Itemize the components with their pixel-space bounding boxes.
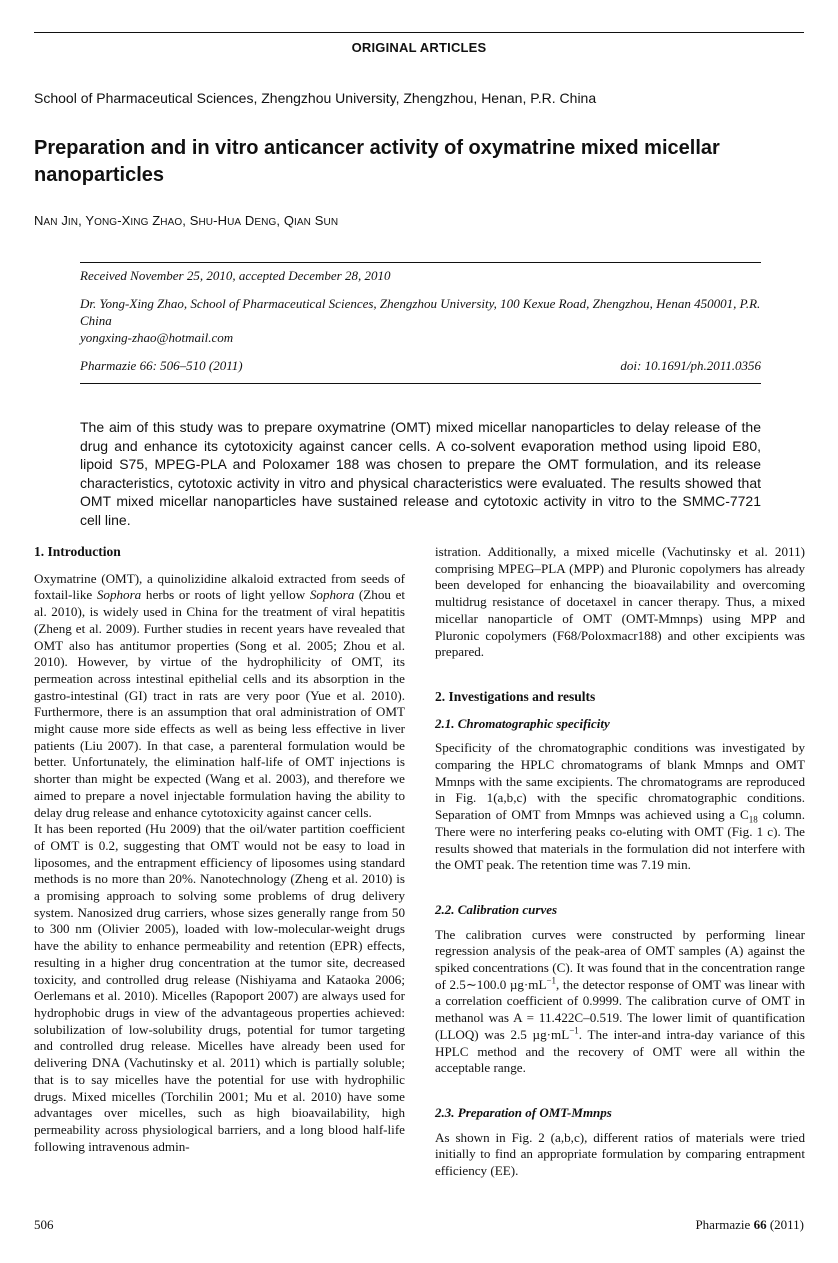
section-label: ORIGINAL ARTICLES bbox=[351, 40, 487, 55]
section-2-2-heading: 2.2. Calibration curves bbox=[435, 901, 558, 917]
author-3: SHU-HUA DENG bbox=[189, 213, 277, 228]
author-2: YONG-XING ZHAO bbox=[85, 213, 183, 228]
left-column bbox=[34, 544, 405, 1155]
author-1: NAN JIN bbox=[34, 213, 79, 228]
citation-line bbox=[80, 358, 761, 375]
introduction-heading: 1. Introduction bbox=[34, 544, 121, 559]
meta-top-rule bbox=[80, 262, 761, 263]
abstract: The aim of this study was to prepare oxymatrine (OMT) mixed micellar nanoparticles to delay release of the drug and enhance its cytotoxicity against cancer cells. A co-solvent evaporation method using lipoid E80, lipoid S75, MPEG-PLA and Poloxamer 188 was chosen to prepare the OMT formulation, and its release characteristics, cytotoxic activity in vitro and physical characteristics were evaluated. The results showed that OMT mixed micellar nanoparticles have sustained release and cytotoxic activity in vitro to the SMMC-7721 cell line. bbox=[80, 419, 761, 528]
top-rule bbox=[34, 32, 804, 33]
intro-paragraph-2-continued: istration. Additionally, a mixed micelle (Vachutinsky et al. 2011) comprising MPEG–PLA (MPP) and Pluronic copolymers has already been developed for enhancing the bioavailability and overcoming multidrug resistance of docetaxel in cancer therapy. Thus, a mixed micellar nanoparticle of OMT (OMT-Mmnps) using MPP and Pluronic copolymers (F68/Poloxmacr188) and other excipients was prepared. bbox=[435, 544, 805, 660]
intro-paragraph-1: Oxymatrine (OMT), a quinolizidine alkaloid extracted from seeds of foxtail-like Sophora herbs or roots of light yellow Sophora (Zhou et al. 2010), is widely used in China for the treatment of viral hepatitis (Zheng et al. 2009). Further studies in recent years have revealed that OMT also has antitumor properties (Song et al. 2005; Zhou et al. 2010). However, by virtue of the hydrophilicity of OMT, its permeation across intestinal epithelial cells and its absorption in the gastro-intestinal (GI) tract in rats are very poor (Yue et al. 2010). Furthermore, there is an assumption that oral administration of OMT might cause more side effects as well as being less effective in liver patients (Liu 2007). In that case, a parenteral formulation would be better. Unfortunately, the elimination half-life of OMT injections is shorter than might be expected (Wang et al. 2003), and therefore we aimed to prepare a novel injectable formulation having the ability to delay drug release and enhance cytotoxicity against cancer cells. bbox=[34, 570, 406, 820]
article-title: Preparation and in vitro anticancer activity of oxymatrine mixed micellar nanoparticles bbox=[34, 137, 720, 186]
doi-link[interactable]: doi: 10.1691/ph.2011.0356 bbox=[620, 358, 761, 373]
journal-reference: Pharmazie 66: 506–510 (2011) bbox=[80, 358, 243, 373]
right-column bbox=[435, 544, 805, 1180]
section-2-1-heading: 2.1. Chromatographic specificity bbox=[435, 715, 610, 731]
intro-paragraph-2: It has been reported (Hu 2009) that the oil/water partition coefficient of OMT is 0.2, suggesting that OMT would not be easy to load in liposomes, and the entrapment efficiency of liposomes using standard methods is no more than 20%. Nanotechnology (Zheng et al. 2010) is a promising approach to solving some problems of drug delivery system. Nanosized drug carriers, whose sizes generally range from 50 to 300 nm (Olivier 2005), loaded with low-molecular-weight drugs have the ability to enhance permeability and retention (EPR) effects, resulting in a higher drug concentration at the tumor site, decreased toxicity, and controlled drug release (Nishiyama and Kataoka 2006; Oerlemans et al. 2010). Micelles (Rapoport 2007) are always used for hydrophobic drugs in view of the advantageous properties achieved: solubilization of low-solubility drugs, potential for tumor targeting and controlled drug release. Micelles have already been used for delivering DNA (Vachutinsky et al. 2011) which is partially soluble; that is to say micelles have the potential for use with hydrophilic drugs. Mixed micelles (Torchilin 2001; Mu et al. 2010) have some advantages over micelles, such as high bioavailability, high permeability across physiological barriers, and a long blood half-life following intravenous admin- bbox=[34, 821, 405, 1154]
section-2-2-text: The calibration curves were constructed by performing linear regression analysis of the peak-area of OMT samples (A) against the spiked concentrations (C). It was found that in the concentration range of 2.5∼100.0 $\mu g\cdot mL^{-1}$, the detector response of OMT was linear with a correlation coefficient of 0.9999. The calibration curve of OMT in methanol was A = 11.422C–0.519. The lower limit of quantification (LLOQ) was 2.5 $\mu g\cdot mL^{-1}$. The inter-and intra-day variance of this HPLC method and the recovery of OMT were all within the acceptable range. bbox=[435, 926, 805, 1076]
page-number: 506 bbox=[34, 1217, 54, 1232]
investigations-heading: 2. Investigations and results bbox=[435, 688, 596, 704]
correspondence-address: Dr. Yong-Xing Zhao, School of Pharmaceutical Sciences, Zhengzhou University, 100 Kexue Road, Zhengzhou, Henan 450001, P.R. China bbox=[80, 296, 761, 328]
correspondence-email[interactable]: yongxing-zhao@hotmail.com bbox=[80, 330, 234, 345]
section-2-1-text: Specificity of the chromatographic conditions was investigated by comparing the HPLC chromatograms of blank Mmnps and OMT Mmnps with the same excipients. The chromatograms are reproduced in Fig. 1(a,b,c) with the specific chromatographic conditions. Separation of OMT from Mmnps was achieved using a $C_{18}$ column. There were no interfering peaks co-eluting with OMT (Fig. 1 c). The results showed that materials in the formulation did not interfere with the OMT peak. The retention time was 7.19 min. bbox=[435, 740, 805, 873]
affiliation: School of Pharmaceutical Sciences, Zhengzhou University, Zhengzhou, Henan, P.R. China bbox=[34, 90, 597, 106]
author-list: NAN JIN, YONG-XING ZHAO, SHU-HUA DENG, QIAN SUN bbox=[34, 213, 339, 228]
meta-bottom-rule bbox=[80, 383, 761, 384]
section-2-3-text: As shown in Fig. 2 (a,b,c), different ratios of materials were tried initially to find an appropriate formulation by comparing entrapment efficiency (EE). bbox=[435, 1129, 805, 1179]
received-dates: Received November 25, 2010, accepted December 28, 2010 bbox=[80, 268, 391, 283]
section-2-3-heading: 2.3. Preparation of OMT-Mmnps bbox=[435, 1104, 612, 1120]
author-4: QIAN SUN bbox=[283, 213, 339, 228]
running-footer: Pharmazie 66 (2011) bbox=[695, 1217, 804, 1232]
